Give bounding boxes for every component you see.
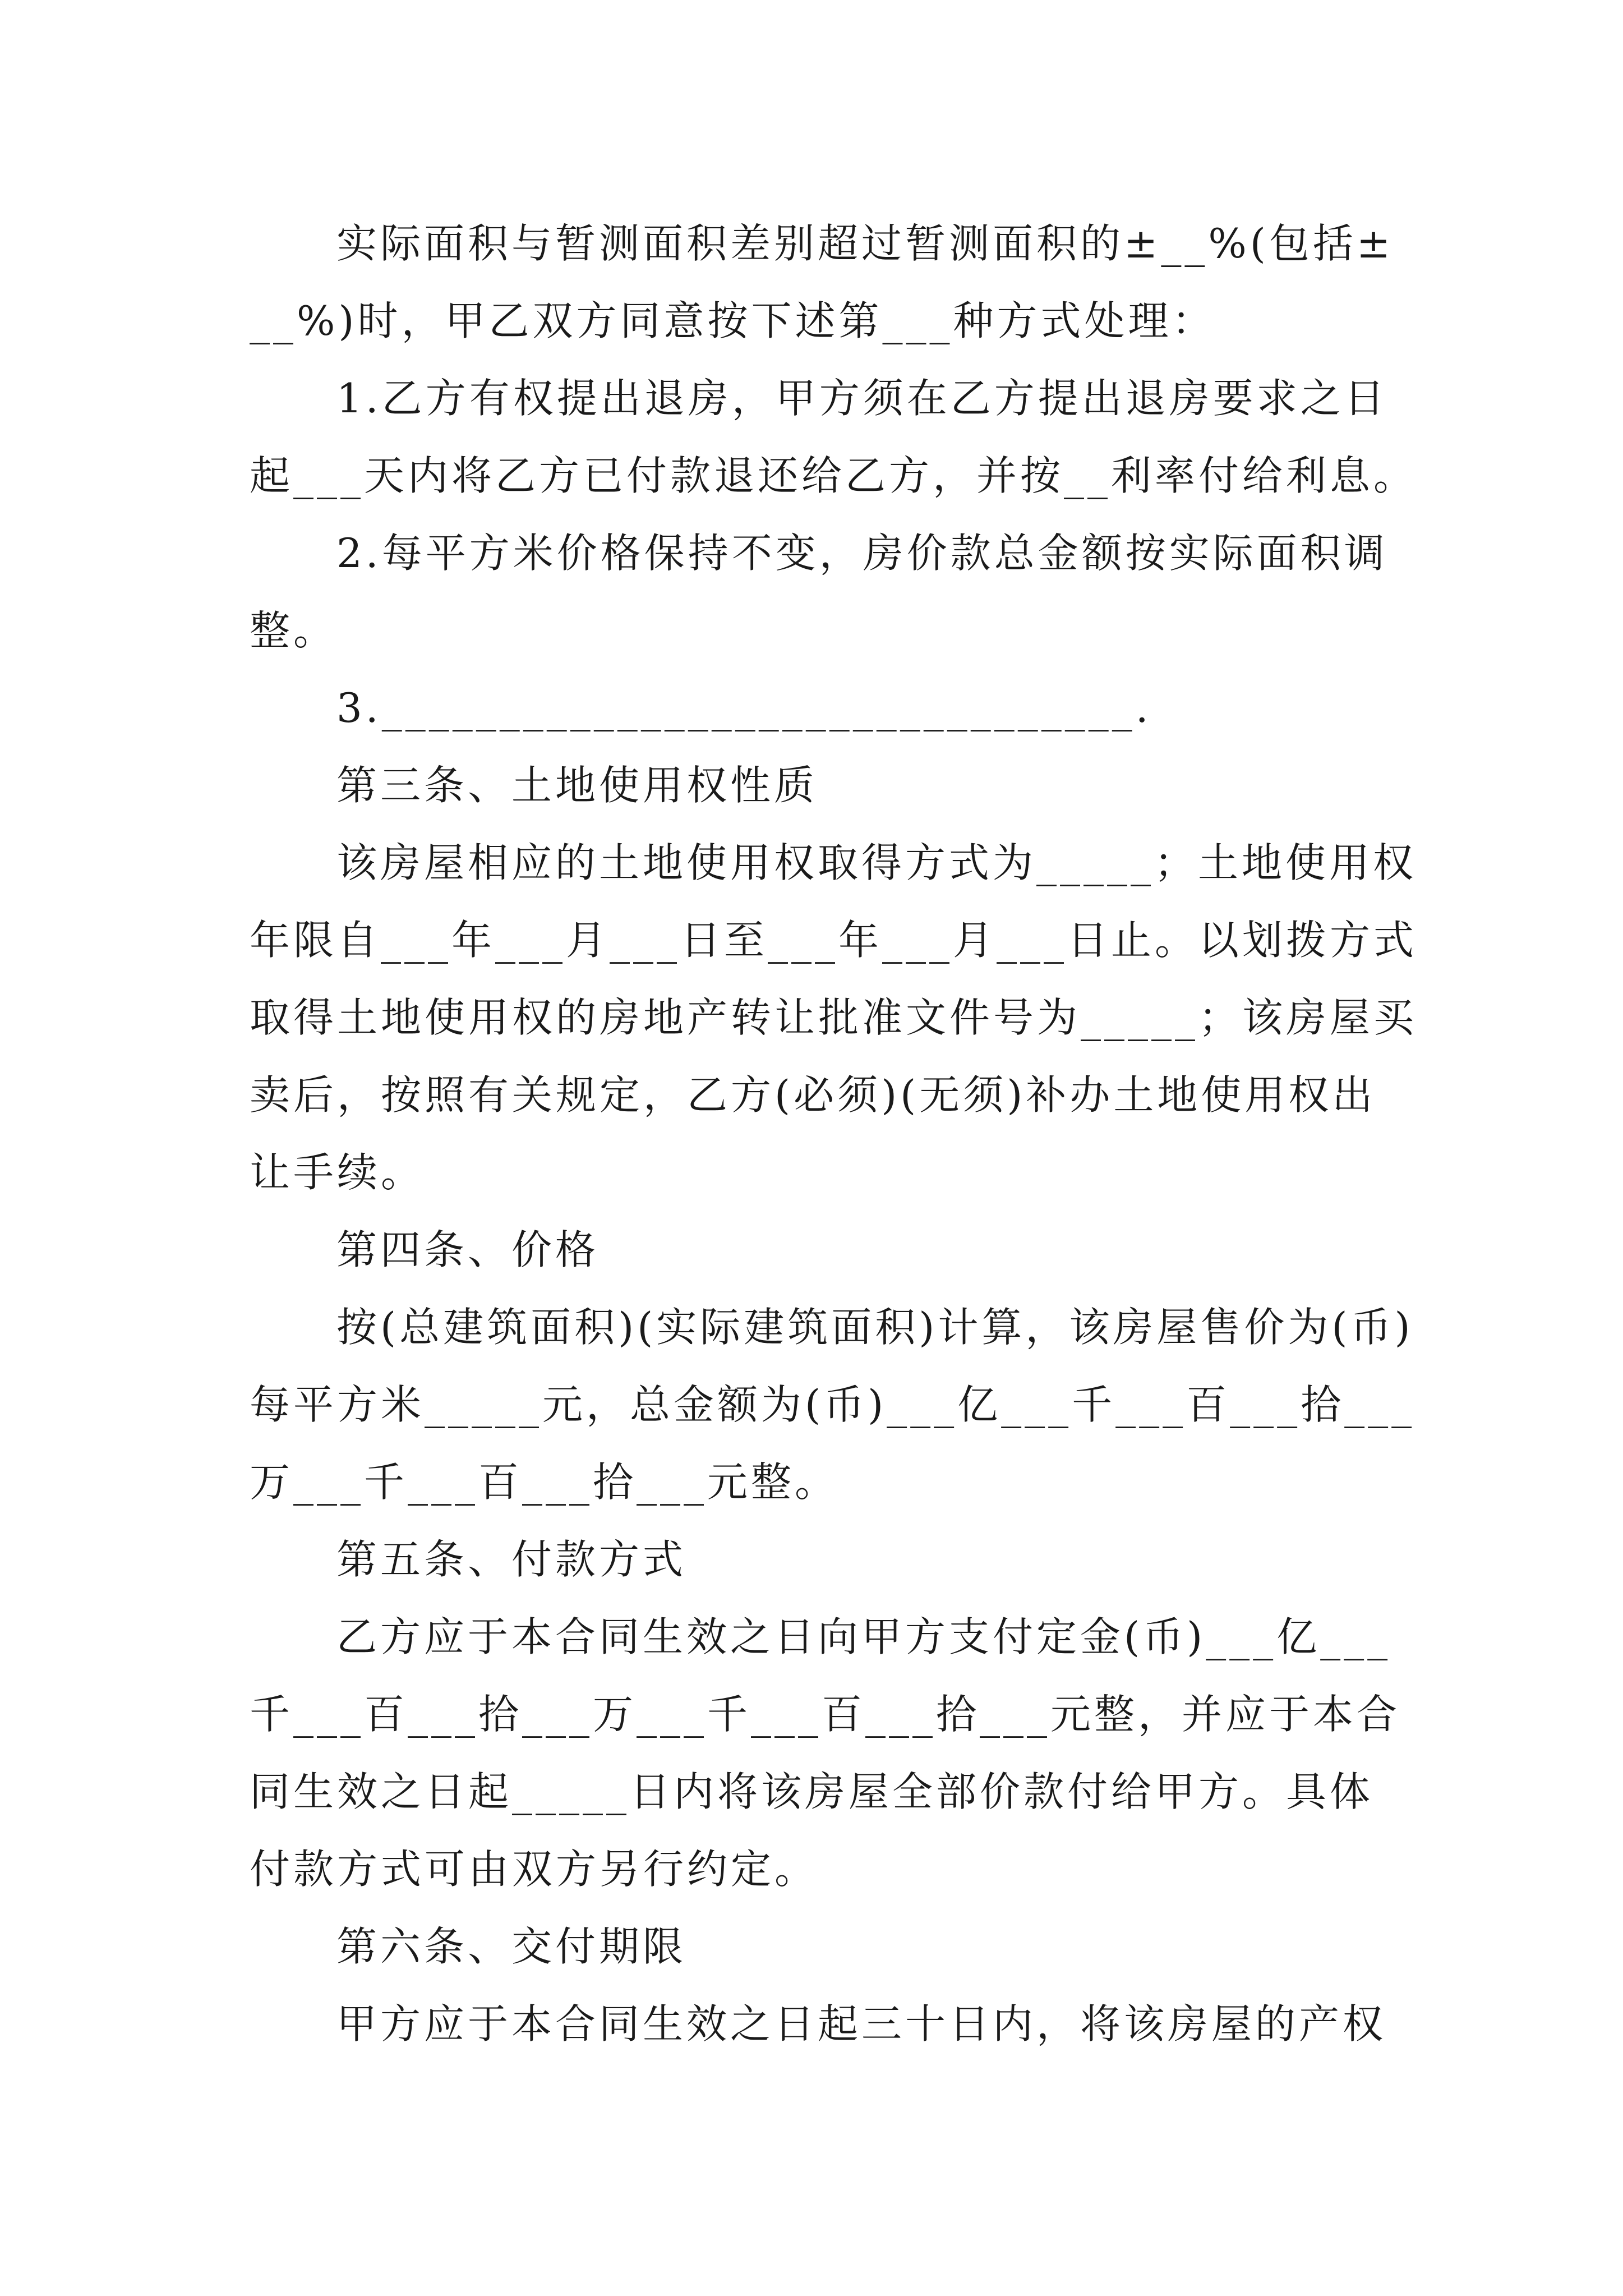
paragraph-line: 付款方式可由双方另行约定。 [250, 1846, 819, 1893]
section-heading: 第五条、付款方式 [336, 1536, 687, 1583]
paragraph-line: 卖后，按照有关规定，乙方(必须)(无须)补办土地使用权出 [250, 1071, 1376, 1119]
paragraph-line: 按(总建筑面积)(实际建筑面积)计算，该房屋售价为(币) [336, 1304, 1414, 1351]
paragraph-line: 2.每平方米价格保持不变，房价款总金额按实际面积调 [336, 530, 1388, 577]
paragraph-line: 整。 [250, 607, 338, 654]
paragraph-line: 实际面积与暂测面积差别超过暂测面积的±__%(包括± [336, 220, 1394, 267]
paragraph-line: 乙方应于本合同生效之日向甲方支付定金(币)___亿___ [336, 1613, 1391, 1660]
paragraph-line: 万___千___百___拾___元整。 [250, 1458, 839, 1506]
paragraph-line: 每平方米_____元，总金额为(币)___亿___千___百___拾___ [250, 1381, 1415, 1428]
paragraph-line: 甲方应于本合同生效之日起三十日内，将该房屋的产权 [336, 2000, 1387, 2047]
paragraph-line: 起___天内将乙方已付款退还给乙方，并按__利率付给利息。 [250, 452, 1418, 499]
paragraph-line: 让手续。 [250, 1149, 425, 1196]
paragraph-line: 千___百___拾___万___千___百___拾___元整，并应于本合 [250, 1691, 1401, 1738]
section-heading: 第三条、土地使用权性质 [336, 762, 818, 809]
section-heading: 第四条、价格 [336, 1226, 600, 1273]
paragraph-line: 该房屋相应的土地使用权取得方式为_____；土地使用权 [336, 839, 1417, 886]
paragraph-line: 同生效之日起_____日内将该房屋全部价款付给甲方。具体 [250, 1768, 1374, 1815]
paragraph-line: 1.乙方有权提出退房，甲方须在乙方提出退房要求之日 [336, 375, 1388, 422]
paragraph-line: 3.________________________________. [336, 684, 1152, 731]
section-heading: 第六条、交付期限 [336, 1923, 687, 1970]
paragraph-line: 年限自___年___月___日至___年___月___日止。以划拨方式 [250, 917, 1418, 964]
paragraph-line: __%)时，甲乙双方同意按下述第___种方式处理： [250, 297, 1216, 344]
paragraph-line: 取得土地使用权的房地产转让批准文件号为_____；该房屋买 [250, 994, 1418, 1041]
